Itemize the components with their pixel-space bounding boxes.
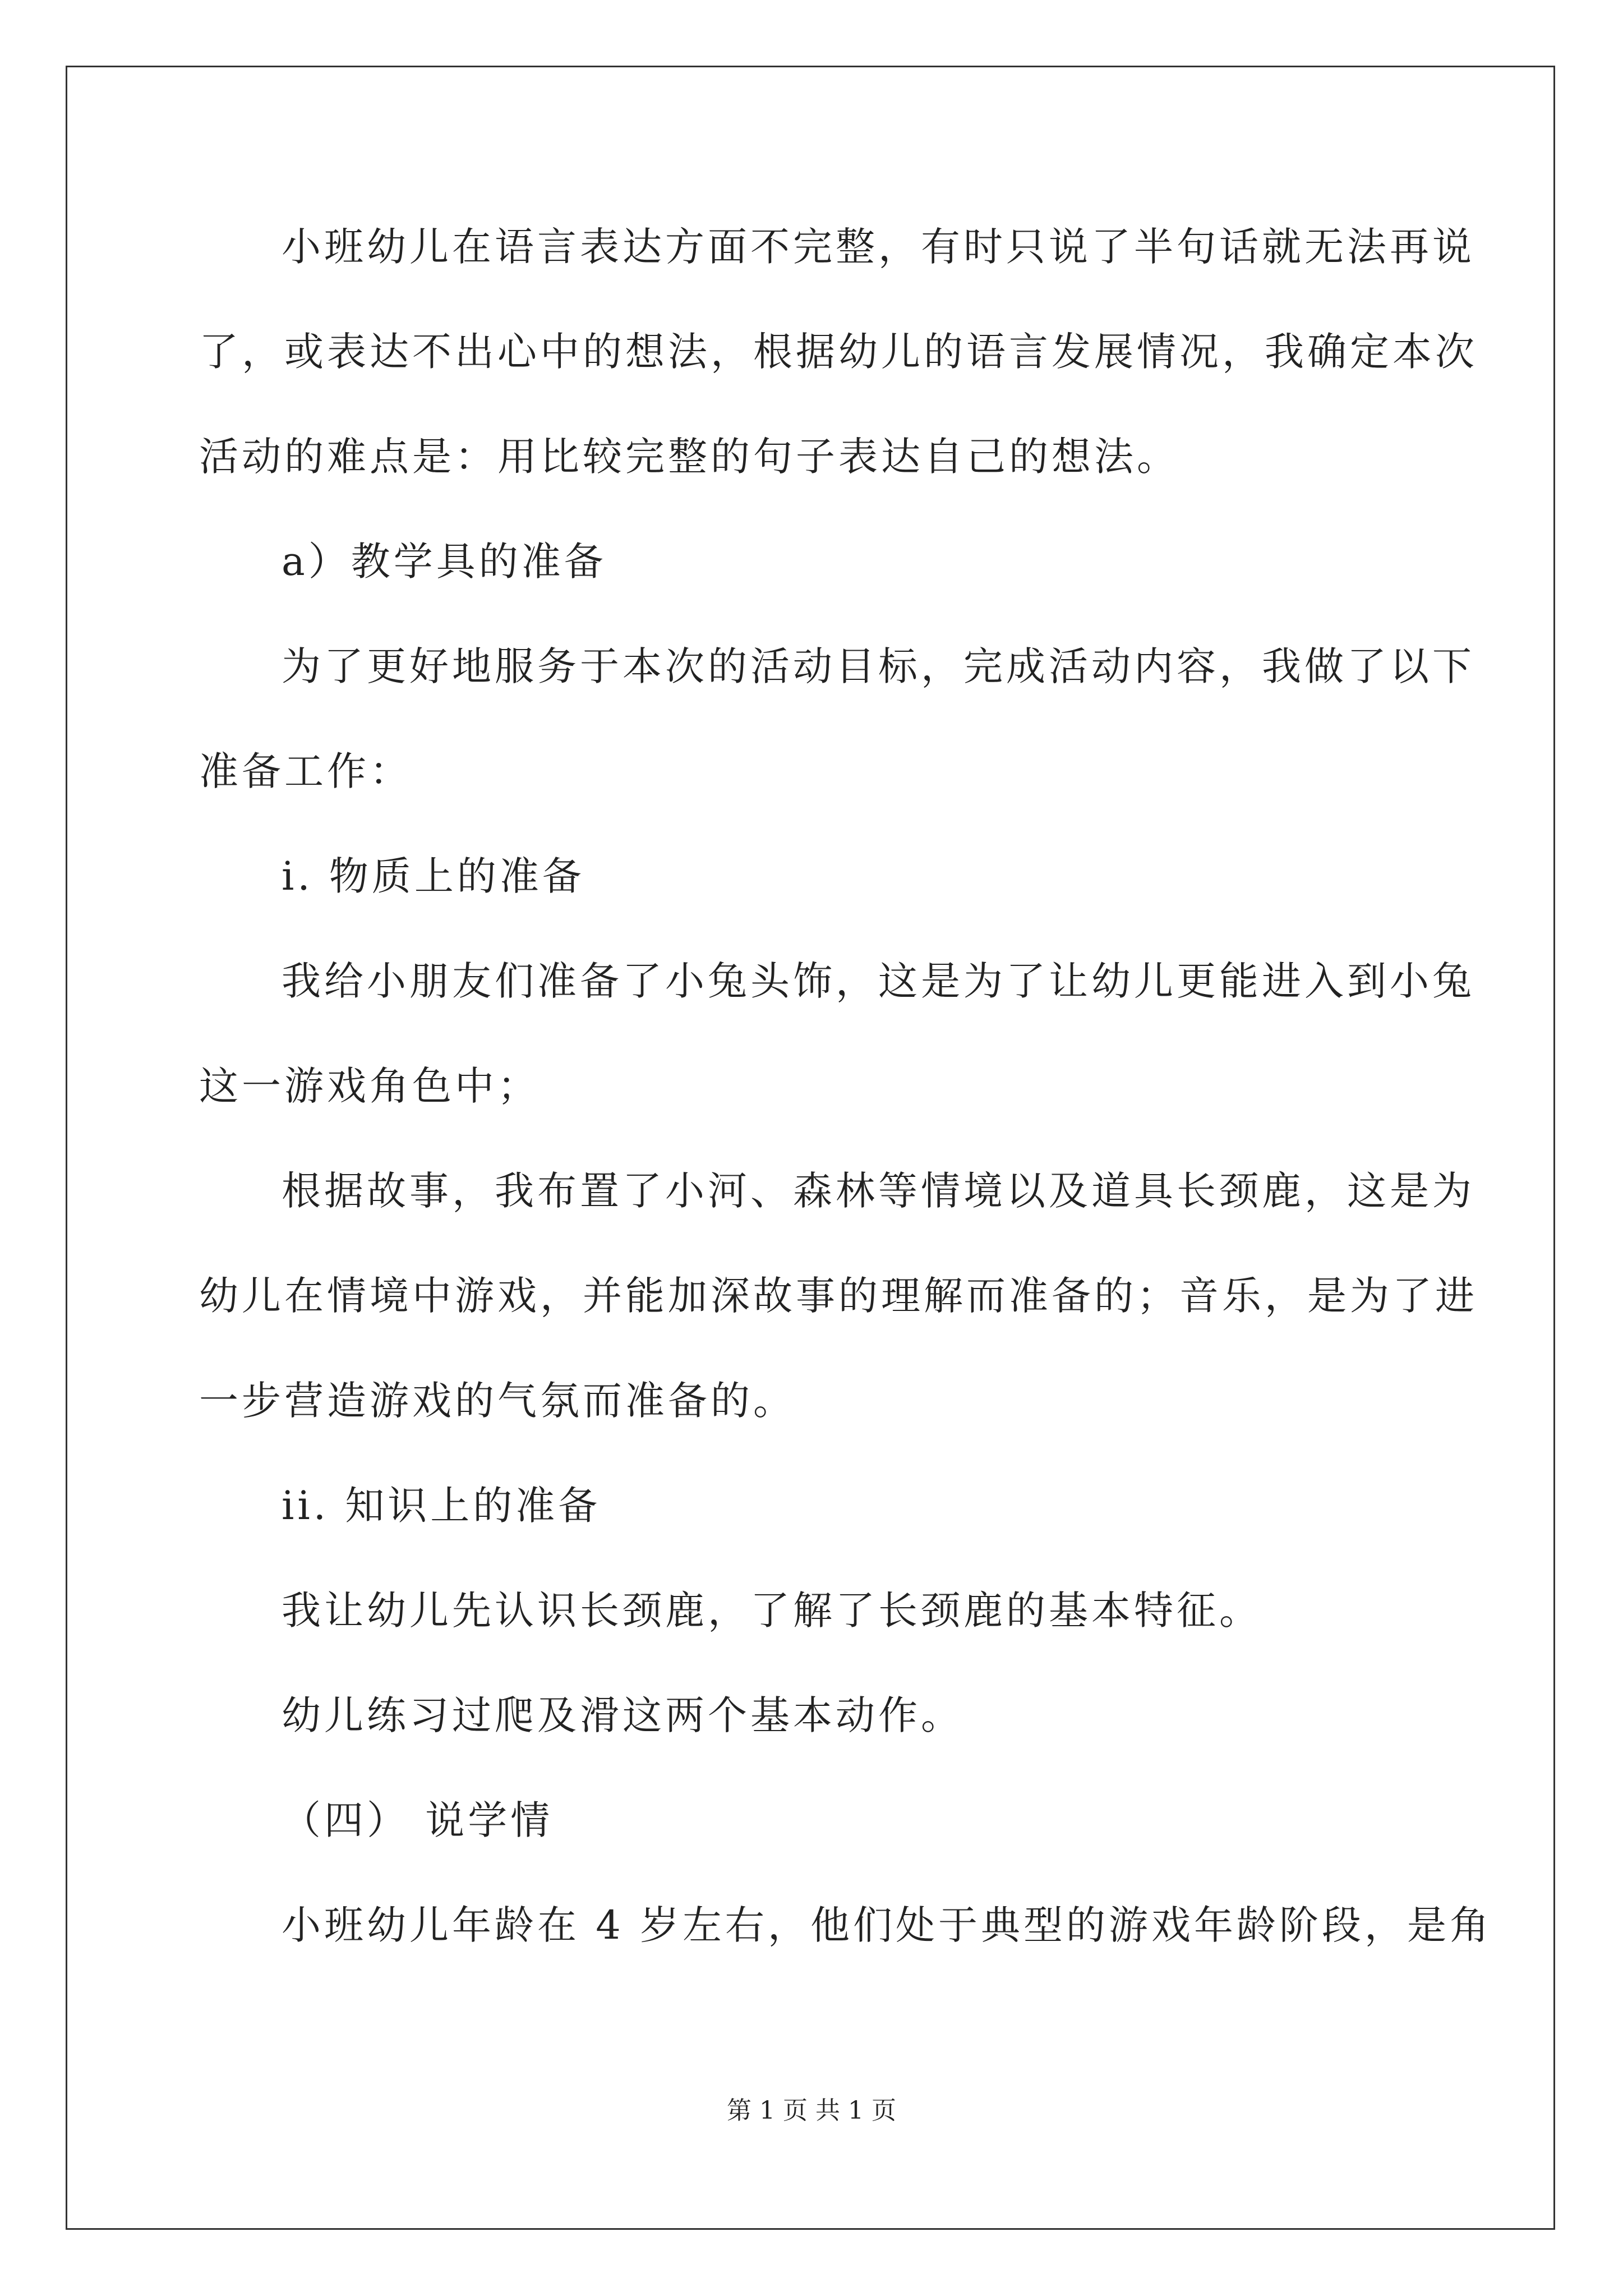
paragraph-line: 这一游戏角色中； xyxy=(199,1063,540,1109)
paragraph-line: 了，或表达不出心中的想法，根据幼儿的语言发展情况，我确定本次 xyxy=(199,329,1478,375)
page-number-footer: 第 1 页 共 1 页 xyxy=(727,2096,896,2125)
paragraph-line: 幼儿练习过爬及滑这两个基本动作。 xyxy=(282,1692,963,1738)
paragraph-line: 为了更好地服务于本次的活动目标，完成活动内容，我做了以下 xyxy=(282,643,1475,689)
paragraph-line: 一步营造游戏的气氛而准备的。 xyxy=(199,1378,796,1424)
section-heading: （四） 说学情 xyxy=(282,1797,554,1843)
section-heading: a）教学具的准备 xyxy=(282,539,607,585)
subsection-heading: i. 物质上的准备 xyxy=(282,853,585,899)
paragraph-line: 根据故事，我布置了小河、森林等情境以及道具长颈鹿，这是为 xyxy=(282,1168,1475,1214)
paragraph-line: 小班幼儿在语言表达方面不完整，有时只说了半句话就无法再说 xyxy=(282,224,1475,270)
subsection-heading: ii. 知识上的准备 xyxy=(282,1483,601,1529)
paragraph-line: 我给小朋友们准备了小兔头饰，这是为了让幼儿更能进入到小兔 xyxy=(282,958,1475,1004)
paragraph-line: 我让幼儿先认识长颈鹿，了解了长颈鹿的基本特征。 xyxy=(282,1588,1262,1634)
paragraph-line: 小班幼儿年龄在 4 岁左右，他们处于典型的游戏年龄阶段，是角 xyxy=(282,1902,1493,1948)
paragraph-line: 活动的难点是：用比较完整的句子表达自己的想法。 xyxy=(199,434,1179,480)
paragraph-line: 准备工作： xyxy=(199,748,412,794)
paragraph-line: 幼儿在情境中游戏，并能加深故事的理解而准备的；音乐，是为了进 xyxy=(199,1273,1478,1319)
